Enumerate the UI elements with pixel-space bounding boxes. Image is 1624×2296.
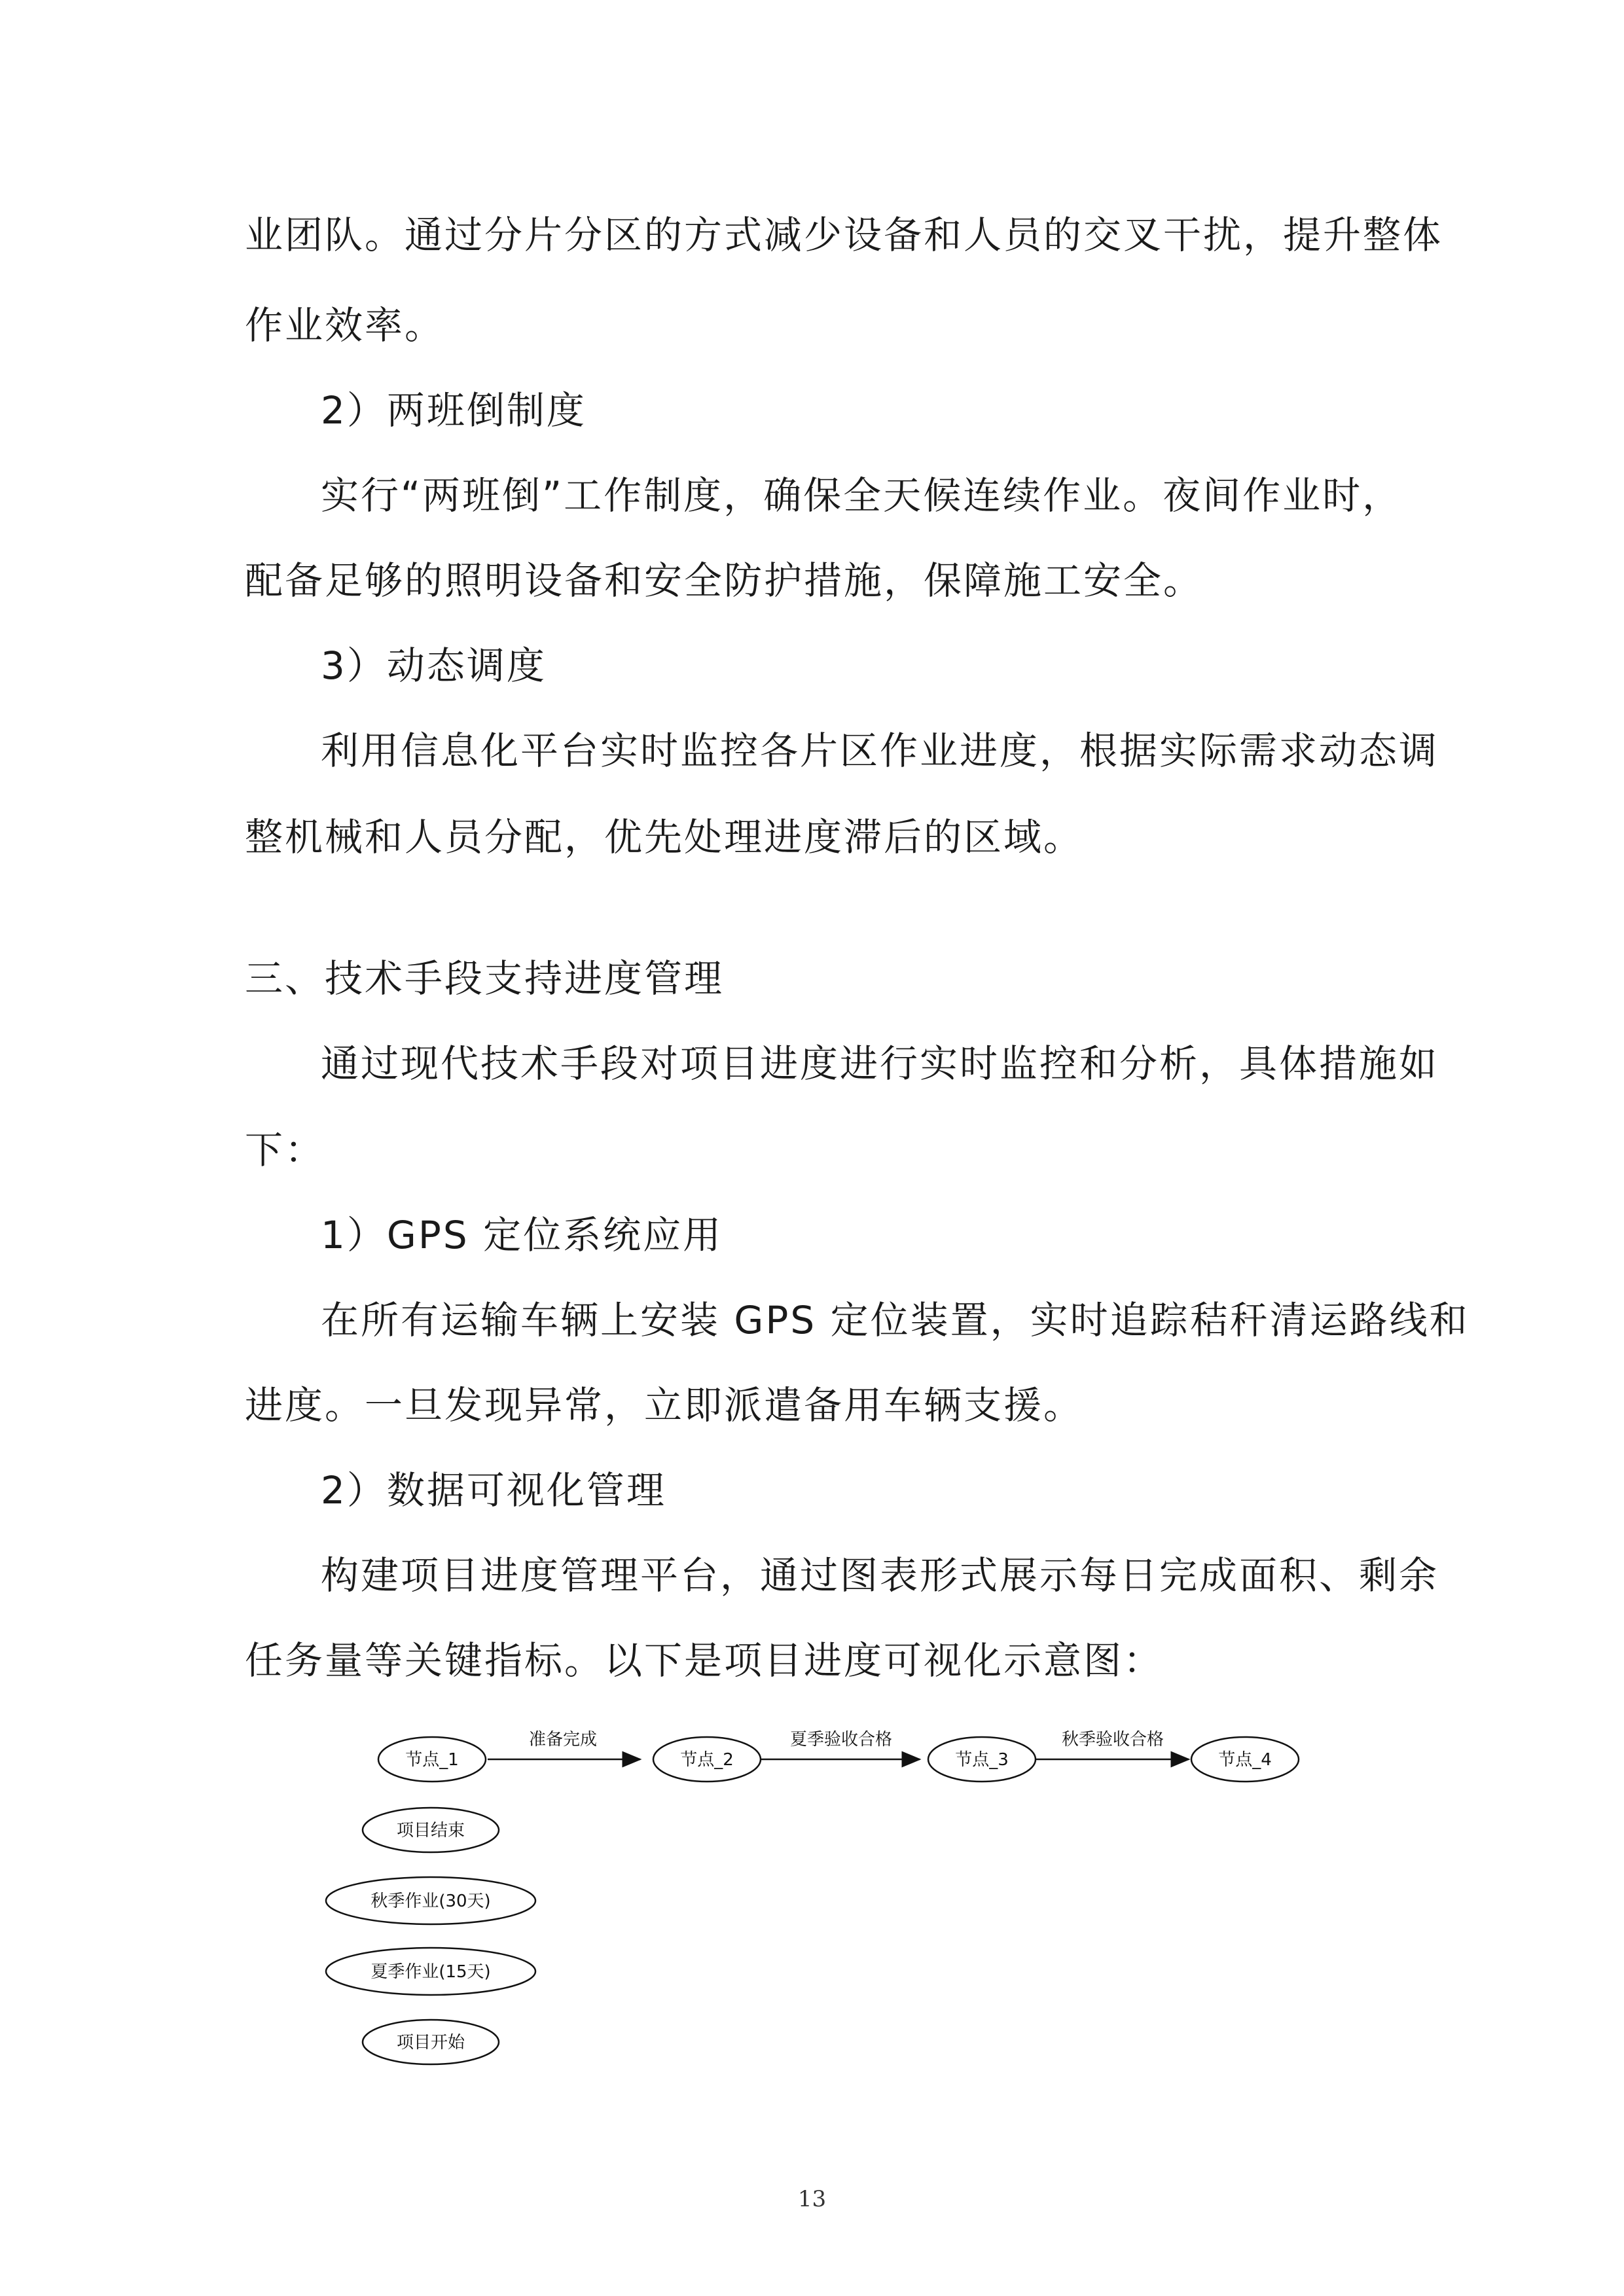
section-heading: 三、技术手段支持进度管理 (245, 956, 725, 1001)
paragraph-line: 进度。一旦发现异常，立即派遣备用车辆支援。 (245, 1383, 1084, 1427)
paragraph-line: 构建项目进度管理平台，通过图表形式展示每日完成面积、剩余 (321, 1553, 1439, 1598)
node-1 (378, 1737, 486, 1782)
node-autumn-work (326, 1877, 535, 1924)
node-label: 节点_2 (680, 1750, 734, 1770)
paragraph-line: 作业效率。 (245, 303, 445, 348)
list-item-heading: 3）动态调度 (321, 643, 547, 688)
node-3 (928, 1737, 1036, 1782)
paragraph-line: 实行“两班倒”工作制度，确保全天候连续作业。夜间作业时， (321, 473, 1403, 518)
edge-labels (529, 1730, 1164, 1749)
paragraph-line: 在所有运输车辆上安装 GPS 定位装置，实时追踪秸秆清运路线和 (321, 1298, 1470, 1342)
edge-label: 秋季验收合格 (1061, 1730, 1164, 1749)
standalone-nodes (326, 1808, 535, 2064)
node-label: 节点_4 (1218, 1750, 1272, 1770)
paragraph-line: 下： (245, 1128, 325, 1172)
node-project-start (363, 2020, 499, 2064)
node-project-end (363, 1808, 499, 1852)
list-item-heading: 2）两班倒制度 (321, 388, 586, 433)
paragraph-line: 配备足够的照明设备和安全防护措施，保障施工安全。 (245, 558, 1204, 603)
list-item-heading: 1）GPS 定位系统应用 (321, 1213, 723, 1257)
paragraph-line: 整机械和人员分配，优先处理进度滞后的区域。 (245, 815, 1084, 859)
paragraph-line: 任务量等关键指标。以下是项目进度可视化示意图： (245, 1638, 1164, 1683)
node-label: 项目结束 (396, 1821, 465, 1840)
progress-flow-diagram (314, 1702, 1335, 2068)
node-label: 项目开始 (396, 2033, 465, 2053)
edge-label: 准备完成 (528, 1730, 598, 1749)
node-summer-work (326, 1948, 535, 1995)
node-4 (1191, 1737, 1299, 1782)
node-2 (653, 1737, 761, 1782)
node-label: 节点_1 (405, 1750, 459, 1770)
node-label: 节点_3 (955, 1750, 1009, 1770)
node-label: 秋季作业(30天) (370, 1892, 491, 1911)
paragraph-line: 通过现代技术手段对项目进度进行实时监控和分析，具体措施如 (321, 1041, 1439, 1086)
paragraph-line: 业团队。通过分片分区的方式减少设备和人员的交叉干扰，提升整体 (245, 213, 1443, 257)
edge-label: 夏季验收合格 (789, 1730, 893, 1749)
page-number: 13 (797, 2186, 827, 2212)
list-item-heading: 2）数据可视化管理 (321, 1468, 666, 1513)
node-label: 夏季作业(15天) (370, 1962, 491, 1982)
paragraph-line: 利用信息化平台实时监控各片区作业进度，根据实际需求动态调 (321, 728, 1439, 773)
